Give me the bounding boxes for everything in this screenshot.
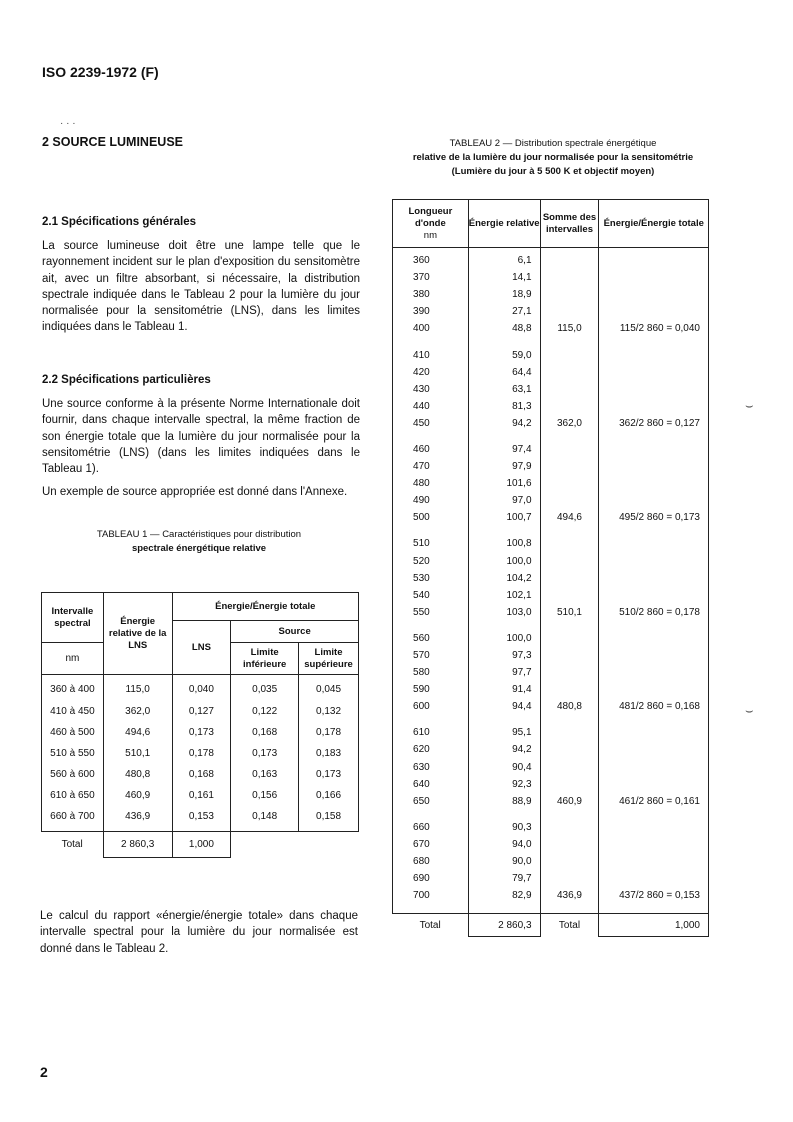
t2-sum: 115,0	[540, 320, 599, 337]
t1-cell: 0,163	[231, 764, 299, 785]
table1	[41, 592, 359, 858]
paragraph-annex-ref: Un exemple de source appropriée est donné dans l'Annexe.	[42, 486, 348, 498]
t2-total-sum-label: Total	[540, 914, 599, 937]
group-spacer	[393, 621, 709, 630]
t2-ratio	[599, 570, 709, 587]
section-title: 2 SOURCE LUMINEUSE	[42, 135, 183, 149]
t1-cell: 0,040	[172, 675, 231, 701]
t1-cell: 0,148	[231, 806, 299, 832]
t2-energie: 48,8	[468, 320, 540, 337]
t1-cell: 0,122	[231, 701, 299, 722]
table1-caption-line2: spectrale énergétique relative	[131, 543, 267, 554]
spacer-cell	[540, 526, 599, 535]
t2-sum	[540, 741, 599, 758]
t2-energie: 97,0	[468, 492, 540, 509]
t2-header-ratio: Énergie/Énergie totale	[599, 200, 709, 248]
table-row	[393, 475, 709, 492]
t2-ratio	[599, 269, 709, 286]
t2-sum	[540, 553, 599, 570]
t2-wavelength: 580	[393, 664, 469, 681]
t2-wavelength: 560	[393, 630, 469, 647]
t1-cell: 0,035	[231, 675, 299, 701]
subsection-title-2-1: 2.1 Spécifications générales	[42, 216, 197, 228]
t1-cell: 0,127	[172, 701, 231, 722]
t1-header-lns: LNS	[172, 621, 231, 675]
t2-sum	[540, 441, 599, 458]
t2-wavelength: 620	[393, 741, 469, 758]
t2-ratio: 510/2 860 = 0,178	[599, 604, 709, 621]
t2-energie: 97,4	[468, 441, 540, 458]
page-number: 2	[40, 1064, 48, 1080]
spacer-cell	[468, 337, 540, 346]
t2-wavelength: 690	[393, 870, 469, 887]
t2-wavelength: 400	[393, 320, 469, 337]
t2-ratio	[599, 492, 709, 509]
group-spacer	[393, 337, 709, 346]
t2-ratio: 115/2 860 = 0,040	[599, 320, 709, 337]
group-spacer	[393, 432, 709, 441]
spacer-cell	[599, 715, 709, 724]
spacer-cell	[468, 810, 540, 819]
t1-header-ratio: Énergie/Énergie totale	[172, 593, 358, 621]
t2-energie: 94,0	[468, 836, 540, 853]
t2-ratio	[599, 724, 709, 741]
table-row	[393, 441, 709, 458]
table-row	[393, 836, 709, 853]
t2-ratio	[599, 741, 709, 758]
t2-ratio: 362/2 860 = 0,127	[599, 415, 709, 432]
t2-energie: 100,0	[468, 553, 540, 570]
t2-wavelength: 470	[393, 458, 469, 475]
t1-cell: 0,183	[299, 743, 359, 764]
table2	[392, 199, 709, 937]
spacer-cell	[393, 621, 469, 630]
t2-wavelength: 680	[393, 853, 469, 870]
t2-ratio	[599, 553, 709, 570]
t2-energie: 91,4	[468, 681, 540, 698]
t2-sum: 460,9	[540, 793, 599, 810]
t2-energie: 18,9	[468, 286, 540, 303]
t2-ratio	[599, 664, 709, 681]
t2-ratio: 461/2 860 = 0,161	[599, 793, 709, 810]
t2-total-energie: 2 860,3	[468, 914, 540, 937]
t2-wavelength: 390	[393, 303, 469, 320]
t2-sum	[540, 647, 599, 664]
t2-ratio	[599, 776, 709, 793]
t1-total-lns: 1,000	[172, 832, 231, 858]
group-spacer	[393, 715, 709, 724]
t2-sum: 494,6	[540, 509, 599, 526]
t2-sum	[540, 587, 599, 604]
t2-energie: 103,0	[468, 604, 540, 621]
t2-energie: 94,2	[468, 415, 540, 432]
t1-header-lower: Limite inférieure	[231, 643, 299, 675]
table-row	[393, 248, 709, 270]
t1-cell: 0,156	[231, 785, 299, 806]
t2-energie: 104,2	[468, 570, 540, 587]
table-row	[393, 870, 709, 887]
t2-ratio: 437/2 860 = 0,153	[599, 887, 709, 904]
spacer-cell	[468, 715, 540, 724]
spacer-cell	[599, 904, 709, 914]
t2-header-wave-label: Longueur d'onde	[408, 205, 453, 229]
t2-ratio	[599, 248, 709, 270]
t1-cell: 494,6	[103, 722, 172, 743]
spacer-cell	[468, 432, 540, 441]
spacer-cell	[540, 715, 599, 724]
t1-header-source: Source	[231, 621, 359, 643]
t2-wavelength: 510	[393, 535, 469, 552]
t2-ratio	[599, 303, 709, 320]
t1-header-unit: nm	[42, 643, 104, 675]
t2-sum	[540, 836, 599, 853]
spacer-cell	[599, 337, 709, 346]
group-spacer	[393, 904, 709, 914]
t2-energie: 97,3	[468, 647, 540, 664]
spacer-cell	[540, 810, 599, 819]
t2-wavelength: 610	[393, 724, 469, 741]
t2-sum	[540, 870, 599, 887]
t1-cell: 115,0	[103, 675, 172, 701]
t2-sum	[540, 819, 599, 836]
spacer-cell	[599, 432, 709, 441]
t2-ratio	[599, 286, 709, 303]
table-row	[393, 853, 709, 870]
table2-body	[393, 248, 709, 914]
t1-cell: 362,0	[103, 701, 172, 722]
t2-sum	[540, 759, 599, 776]
table-row	[393, 698, 709, 715]
t1-cell: 0,153	[172, 806, 231, 832]
t2-wavelength: 480	[393, 475, 469, 492]
t2-energie: 100,7	[468, 509, 540, 526]
t2-sum	[540, 492, 599, 509]
spacer-cell	[540, 904, 599, 914]
t2-energie: 100,0	[468, 630, 540, 647]
t2-wavelength: 630	[393, 759, 469, 776]
table1-caption-line1: TABLEAU 1 — Caractéristiques pour distribution	[96, 529, 302, 540]
table-row	[393, 664, 709, 681]
t2-sum: 510,1	[540, 604, 599, 621]
table-row	[393, 604, 709, 621]
t2-energie: 82,9	[468, 887, 540, 904]
t2-energie: 81,3	[468, 398, 540, 415]
spacer-cell	[393, 432, 469, 441]
t1-cell: 436,9	[103, 806, 172, 832]
t2-sum	[540, 681, 599, 698]
t1-cell: 510 à 550	[42, 743, 104, 764]
margin-mark: ⌣	[745, 703, 754, 718]
table-row	[393, 630, 709, 647]
t1-cell: 480,8	[103, 764, 172, 785]
group-spacer	[393, 810, 709, 819]
t2-ratio: 495/2 860 = 0,173	[599, 509, 709, 526]
t2-wavelength: 360	[393, 248, 469, 270]
paragraph-2-1: La source lumineuse doit être une lampe telle que le rayonnement incident sur le plan d'exposition du sensitomètre ait, avec un filtre absorbant, si nécessaire, la distribution spectrale indiquée dans le Tableau 2 pour la lumière du jour normalisée pour la sensitométrie (LNS), dans les limites indiquées dans le Tableau 1.	[42, 240, 360, 334]
table-row	[393, 535, 709, 552]
table-row	[393, 303, 709, 320]
t2-sum	[540, 724, 599, 741]
t2-ratio	[599, 870, 709, 887]
group-spacer	[393, 526, 709, 535]
t2-wavelength: 520	[393, 553, 469, 570]
t1-cell: 360 à 400	[42, 675, 104, 701]
t2-sum	[540, 475, 599, 492]
table-row	[393, 492, 709, 509]
subsection-title-2-2: 2.2 Spécifications particulières	[42, 374, 211, 386]
t2-ratio	[599, 759, 709, 776]
t2-energie: 97,7	[468, 664, 540, 681]
t2-wavelength: 670	[393, 836, 469, 853]
table-row	[393, 364, 709, 381]
table-row	[393, 887, 709, 904]
t2-energie: 64,4	[468, 364, 540, 381]
t1-cell: 0,178	[172, 743, 231, 764]
table-row	[393, 759, 709, 776]
t2-energie: 95,1	[468, 724, 540, 741]
table2-caption	[380, 137, 726, 179]
t1-total-label: Total	[61, 839, 83, 851]
spacer-cell	[468, 526, 540, 535]
table-row	[393, 793, 709, 810]
t2-ratio	[599, 475, 709, 492]
t2-ratio	[599, 364, 709, 381]
t1-cell: 0,168	[231, 722, 299, 743]
scan-artifact: · · ·	[60, 118, 76, 129]
t1-header-energie: Énergie relative de la LNS	[103, 593, 172, 675]
t1-cell: 0,173	[172, 722, 231, 743]
spacer-cell	[393, 904, 469, 914]
t1-cell: 410 à 450	[42, 701, 104, 722]
t2-wavelength: 500	[393, 509, 469, 526]
margin-mark: ⌣	[745, 398, 754, 413]
t1-cell: 610 à 650	[42, 785, 104, 806]
t2-ratio	[599, 681, 709, 698]
t2-sum: 480,8	[540, 698, 599, 715]
spacer-cell	[540, 621, 599, 630]
t2-total-label: Total	[393, 914, 469, 937]
table-row	[393, 346, 709, 363]
spacer-cell	[393, 337, 469, 346]
table-row	[393, 776, 709, 793]
t2-sum	[540, 248, 599, 270]
t2-wavelength: 370	[393, 269, 469, 286]
t1-cell: 0,045	[299, 675, 359, 701]
t2-wavelength: 600	[393, 698, 469, 715]
spacer-cell	[540, 432, 599, 441]
t2-energie: 88,9	[468, 793, 540, 810]
t2-sum	[540, 570, 599, 587]
t2-sum	[540, 346, 599, 363]
t2-sum	[540, 286, 599, 303]
t2-sum	[540, 664, 599, 681]
table-row	[393, 320, 709, 337]
t2-header-somme: Somme des intervalles	[540, 200, 599, 248]
t1-cell: 0,173	[231, 743, 299, 764]
table-row	[393, 724, 709, 741]
t2-wavelength: 410	[393, 346, 469, 363]
spacer-cell	[393, 715, 469, 724]
t2-energie: 14,1	[468, 269, 540, 286]
t2-header-wave	[393, 200, 469, 248]
table-row	[393, 741, 709, 758]
t2-wavelength: 650	[393, 793, 469, 810]
t2-energie: 6,1	[468, 248, 540, 270]
table-row	[393, 681, 709, 698]
t2-ratio	[599, 587, 709, 604]
t1-cell: 0,178	[299, 722, 359, 743]
t2-ratio	[599, 630, 709, 647]
t2-wavelength: 380	[393, 286, 469, 303]
t2-sum	[540, 458, 599, 475]
table-row	[393, 286, 709, 303]
t2-sum	[540, 630, 599, 647]
table-row	[393, 398, 709, 415]
table1-caption	[40, 528, 358, 556]
table2-caption-line1: TABLEAU 2 — Distribution spectrale énergétique	[449, 138, 657, 149]
t2-energie: 59,0	[468, 346, 540, 363]
t2-wavelength: 660	[393, 819, 469, 836]
t2-sum: 436,9	[540, 887, 599, 904]
t2-wavelength: 550	[393, 604, 469, 621]
t2-energie: 90,4	[468, 759, 540, 776]
t2-ratio	[599, 346, 709, 363]
t2-ratio	[599, 398, 709, 415]
t1-cell: 460 à 500	[42, 722, 104, 743]
t2-ratio	[599, 535, 709, 552]
t2-ratio	[599, 819, 709, 836]
t2-wavelength: 540	[393, 587, 469, 604]
t2-wavelength: 420	[393, 364, 469, 381]
table-row	[393, 381, 709, 398]
t1-cell: 0,132	[299, 701, 359, 722]
table-row	[393, 458, 709, 475]
t2-sum	[540, 853, 599, 870]
table2-caption-line3: (Lumière du jour à 5 500 K et objectif moyen)	[451, 166, 655, 177]
t2-wavelength: 700	[393, 887, 469, 904]
t1-cell: 0,173	[299, 764, 359, 785]
t1-cell: 510,1	[103, 743, 172, 764]
t2-sum: 362,0	[540, 415, 599, 432]
t2-energie: 102,1	[468, 587, 540, 604]
t1-total-energie: 2 860,3	[103, 832, 172, 858]
t2-wavelength: 640	[393, 776, 469, 793]
t2-wavelength: 530	[393, 570, 469, 587]
t2-sum	[540, 269, 599, 286]
t2-energie: 94,4	[468, 698, 540, 715]
spacer-cell	[393, 810, 469, 819]
t2-energie: 94,2	[468, 741, 540, 758]
t2-wavelength: 440	[393, 398, 469, 415]
t2-energie: 90,0	[468, 853, 540, 870]
t1-cell: 560 à 600	[42, 764, 104, 785]
t1-header-upper: Limite supérieure	[299, 643, 359, 675]
t2-sum	[540, 364, 599, 381]
t2-ratio	[599, 458, 709, 475]
t2-sum	[540, 398, 599, 415]
spacer-cell	[468, 621, 540, 630]
t2-header-unit: nm	[423, 229, 437, 241]
closing-paragraph: Le calcul du rapport «énergie/énergie totale» dans chaque intervalle spectral pour la lumière du jour normalisée est donné dans le Tableau 2.	[40, 910, 358, 955]
table-row	[393, 819, 709, 836]
t1-cell: 0,158	[299, 806, 359, 832]
t2-sum	[540, 303, 599, 320]
t1-cell: 660 à 700	[42, 806, 104, 832]
t2-ratio	[599, 647, 709, 664]
spacer-cell	[540, 337, 599, 346]
t1-cell: 0,168	[172, 764, 231, 785]
t2-wavelength: 460	[393, 441, 469, 458]
t2-energie: 101,6	[468, 475, 540, 492]
table2-caption-line2: relative de la lumière du jour normalisée pour la sensitométrie	[412, 152, 694, 163]
spacer-cell	[599, 810, 709, 819]
t2-header-energie: Énergie relative	[468, 200, 540, 248]
t2-energie: 63,1	[468, 381, 540, 398]
t2-wavelength: 430	[393, 381, 469, 398]
spacer-cell	[393, 526, 469, 535]
spacer-cell	[599, 621, 709, 630]
t2-energie: 27,1	[468, 303, 540, 320]
table-row	[393, 647, 709, 664]
t1-cell: 0,161	[172, 785, 231, 806]
t2-ratio	[599, 853, 709, 870]
table-row	[393, 509, 709, 526]
t1-cell: 460,9	[103, 785, 172, 806]
t2-wavelength: 570	[393, 647, 469, 664]
spacer-cell	[599, 526, 709, 535]
table-row	[393, 269, 709, 286]
table-row	[393, 587, 709, 604]
table-row	[393, 570, 709, 587]
t2-ratio: 481/2 860 = 0,168	[599, 698, 709, 715]
t1-header-interval: Intervalle spectral	[42, 593, 104, 643]
t2-wavelength: 450	[393, 415, 469, 432]
t2-sum	[540, 535, 599, 552]
paragraph-2-2: Une source conforme à la présente Norme Internationale doit fournir, dans chaque intervalle spectral, la même fraction de son énergie totale que la lumière du jour normalisée pour la sensitométrie (LNS) (dans les limites indiquées dans le Tableau 1).	[42, 398, 360, 476]
t2-wavelength: 590	[393, 681, 469, 698]
table-row	[393, 553, 709, 570]
t2-sum	[540, 381, 599, 398]
t2-energie: 100,8	[468, 535, 540, 552]
spacer-cell	[468, 904, 540, 914]
t2-sum	[540, 776, 599, 793]
t1-cell: 0,166	[299, 785, 359, 806]
document-header: ISO 2239-1972 (F)	[42, 64, 159, 80]
t2-total-ratio: 1,000	[599, 914, 709, 937]
t2-ratio	[599, 441, 709, 458]
t2-energie: 79,7	[468, 870, 540, 887]
t2-energie: 97,9	[468, 458, 540, 475]
table-row	[393, 415, 709, 432]
t2-energie: 90,3	[468, 819, 540, 836]
t2-energie: 92,3	[468, 776, 540, 793]
t2-ratio	[599, 836, 709, 853]
t2-wavelength: 490	[393, 492, 469, 509]
t2-ratio	[599, 381, 709, 398]
